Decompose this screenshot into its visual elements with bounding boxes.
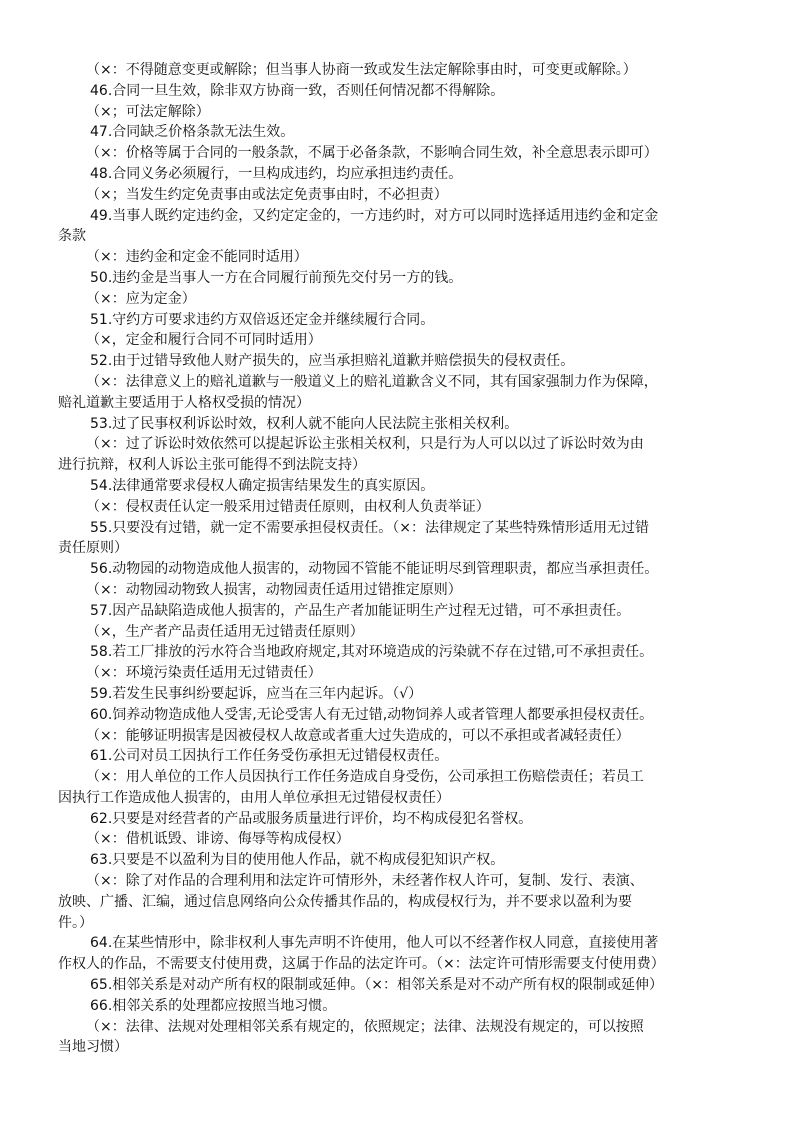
text-line: 57.因产品缺陷造成他人损害的，产品生产者加能证明生产过程无过错，可不承担责任。 xyxy=(90,602,631,619)
text-line: 50.违约金是当事人一方在合同履行前预先交付另一方的钱。 xyxy=(90,269,463,286)
text-line: 63.只要是不以盈利为目的使用他人作品，就不构成侵犯知识产权。 xyxy=(90,852,505,869)
text-line: 46.合同一旦生效，除非双方协商一致，否则任何情况都不得解除。 xyxy=(90,82,505,99)
text-line: 62.只要是对经营者的产品或服务质量进行评价，均不构成侵犯名誉权。 xyxy=(90,810,533,827)
text-line: 放映、广播、汇编，通过信息网络向公众传播其作品的，构成侵权行为，并不要求以盈利为要 xyxy=(58,893,632,910)
text-line: （×，定金和履行合同不可同时适用） xyxy=(86,332,322,349)
text-line: （×：除了对作品的合理利用和法定许可情形外，未经著作权人许可，复制、发行、表演、 xyxy=(86,873,644,890)
text-line: 件。） xyxy=(58,914,93,931)
text-line: 58.若工厂排放的污水符合当地政府规定,其对环境造成的污染就不存在过错,可不承担责任。 xyxy=(90,644,654,661)
text-line: （×：过了诉讼时效依然可以提起诉讼主张相关权利，只是行为人可以以过了诉讼时效为由 xyxy=(86,436,644,453)
text-line: （×：违约金和定金不能同时适用） xyxy=(86,249,308,266)
text-line: （×：借机诋毁、诽谤、侮辱等构成侵权） xyxy=(86,831,350,848)
text-line: 53.过了民事权利诉讼时效，权利人就不能向人民法院主张相关权利。 xyxy=(90,415,519,432)
text-line: 进行抗辩，权利人诉讼主张可能得不到法院支持） xyxy=(58,457,366,474)
text-line: 责任原则） xyxy=(58,540,128,557)
document-body xyxy=(58,60,742,1058)
text-line: 54.法律通常要求侵权人确定损害结果发生的真实原因。 xyxy=(90,477,435,494)
text-line: 52.由于过错导致他人财产损失的，应当承担赔礼道歉并赔偿损失的侵权责任。 xyxy=(90,353,575,370)
text-line: （×：价格等属于合同的一般条款，不属于必备条款，不影响合同生效，补全意思表示即可） xyxy=(86,145,658,162)
text-line: 48.合同义务必须履行，一旦构成违约，均应承担违约责任。 xyxy=(90,165,463,182)
text-line: （×：法律意义上的赔礼道歉与一般道义上的赔礼道歉含义不同，其有国家强制力作为保障， xyxy=(86,373,658,390)
text-line: 64.在某些情形中，除非权利人事先声明不许使用，他人可以不经著作权人同意，直接使用著 xyxy=(90,935,659,952)
text-line: 55.只要没有过错，就一定不需要承担侵权责任。（×：法律规定了某些特殊情形适用无过错 xyxy=(90,519,649,536)
text-line: 65.相邻关系是对动产所有权的限制或延伸。（×：相邻关系是对不动产所有权的限制或延伸） xyxy=(90,977,663,994)
text-line: （×：动物园动物致人损害，动物园责任适用过错推定原则） xyxy=(86,581,462,598)
text-line: 47.合同缺乏价格条款无法生效。 xyxy=(90,124,295,141)
text-line: 60.饲养动物造成他人受害,无论受害人有无过错,动物饲养人或者管理人都要承担侵权责任。 xyxy=(90,706,654,723)
text-line: 49.当事人既约定违约金，又约定定金的，一方违约时，对方可以同时选择适用违约金和定金 xyxy=(90,207,659,224)
text-line: 66.相邻关系的处理都应按照当地习惯。 xyxy=(90,997,337,1014)
text-line: （×；当发生约定免责事由或法定免责事由时，不必担责） xyxy=(86,186,448,203)
text-line: 赔礼道歉主要适用于人格权受损的情况） xyxy=(58,394,310,411)
text-line: 当地习惯） xyxy=(58,1039,128,1056)
text-line: （×：应为定金） xyxy=(86,290,196,307)
text-line: （×：能够证明损害是因被侵权人故意或者重大过失造成的，可以不承担或者减轻责任） xyxy=(86,727,630,744)
text-line: （×：用人单位的工作人员因执行工作任务造成自身受伤，公司承担工伤赔偿责任；若员工 xyxy=(86,769,644,786)
text-line: 作权人的作品，不需要支付使用费，这属于作品的法定许可。（×：法定许可情形需要支付使用费） xyxy=(58,956,665,973)
text-line: 51.守约方可要求违约方双倍返还定金并继续履行合同。 xyxy=(90,311,435,328)
text-line: （×：法律、法规对处理相邻关系有规定的，依照规定；法律、法规没有规定的，可以按照 xyxy=(86,1018,644,1035)
text-line: （×：不得随意变更或解除；但当事人协商一致或发生法定解除事由时，可变更或解除。） xyxy=(86,62,637,78)
text-line: 61.公司对员工因执行工作任务受伤承担无过错侵权责任。 xyxy=(90,748,449,765)
text-line: （×：环境污染责任适用无过错责任） xyxy=(86,665,322,682)
text-line: 56.动物园的动物造成他人损害的，动物园不管能不能证明尽到管理职责，都应当承担责任。 xyxy=(90,561,659,578)
text-line: 因执行工作造成他人损害的，由用人单位承担无过错侵权责任） xyxy=(58,789,450,806)
text-line: （×，生产者产品责任适用无过错责任原则） xyxy=(86,623,364,640)
text-line: 条款 xyxy=(58,228,86,245)
text-line: 59.若发生民事纠纷要起诉，应当在三年内起诉。（√） xyxy=(90,685,423,702)
text-line: （×；可法定解除） xyxy=(86,103,210,120)
text-line: （×：侵权责任认定一般采用过错责任原则，由权利人负责举证） xyxy=(86,498,490,515)
